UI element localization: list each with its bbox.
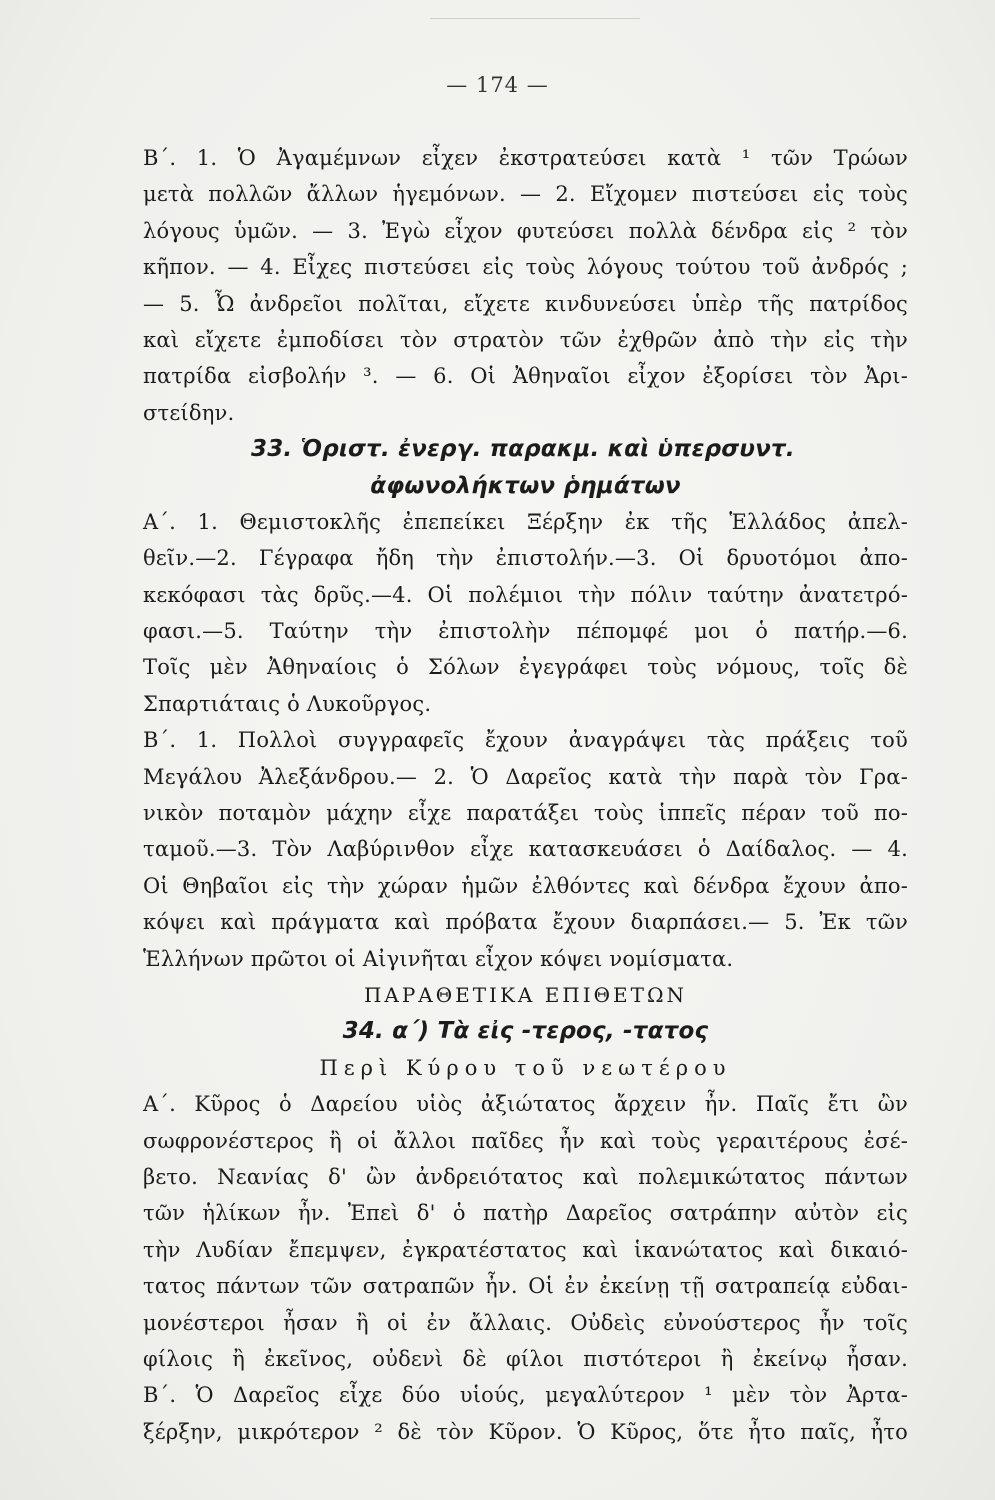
- text-line: Β΄. 1. Ὁ Ἀγαμέμνων εἶχεν ἐκστρατεύσει κατὰ ¹ τῶν Τρώων: [143, 146, 908, 170]
- text-line: Μεγάλου Ἀλεξάνδρου.— 2. Ὁ Δαρεῖος κατὰ τὴν παρὰ τὸν Γρα-: [143, 764, 908, 789]
- text-line: σωφρονέστερος ἢ οἱ ἄλλοι παῖδες ἦν καὶ τοὺς γεραιτέρους ἐσέ-: [143, 1128, 908, 1153]
- text-line: ΠΑΡΑΘΕΤΙΚΑ ΕΠΙΘΕΤΩΝ: [363, 982, 688, 1007]
- top-edge-rule: [430, 18, 640, 19]
- text-line: Τοῖς μὲν Ἀθηναίοις ὁ Σόλων ἐγεγράφει τοὺς νόμους, τοῖς δὲ: [143, 655, 908, 680]
- text-line: Οἱ Θηβαῖοι εἰς τὴν χώραν ἡμῶν ἐλθόντες καὶ δένδρα ἔχουν ἀπο-: [143, 873, 908, 898]
- text-line: μονέστεροι ἦσαν ἢ οἱ ἐν ἄλλαις. Οὐδεὶς εὐνούστερος ἦν τοῖς: [143, 1310, 908, 1335]
- text-line: στείδην.: [143, 400, 235, 425]
- text-line: Β΄. Ὁ Δαρεῖος εἶχε δύο υἱούς, μεγαλύτερον ¹ μὲν τὸν Ἀρτα-: [143, 1383, 908, 1408]
- text-line: νικὸν ποταμὸν μάχην εἶχε παρατάξει τοὺς ἱππεῖς πέραν τοῦ πο-: [143, 801, 908, 826]
- text-line: καὶ εἴχετε ἐμποδίσει τὸν στρατὸν τῶν ἐχθρῶν ἀπὸ τὴν εἰς τὴν: [143, 327, 908, 352]
- text-line: θεῖν.—2. Γέγραφα ἤδη τὴν ἐπιστολήν.—3. Οἱ δρυοτόμοι ἀπο-: [143, 546, 908, 571]
- text-line: φίλοις ἢ ἐκεῖνος, οὐδενὶ δὲ φίλοι πιστότεροι ἢ ἐκείνῳ ἦσαν.: [143, 1346, 908, 1371]
- text-line: — 5. Ὦ ἀνδρεῖοι πολῖται, εἴχετε κινδυνεύσει ὑπὲρ τῆς πατρίδος: [143, 291, 908, 316]
- text-line: Α΄. Κῦρος ὁ Δαρείου υἱὸς ἀξιώτατος ἄρχειν ἦν. Παῖς ἔτι ὢν: [143, 1092, 908, 1117]
- text-line: κῆπον. — 4. Εἶχες πιστεύσει εἰς τοὺς λόγους τούτου τοῦ ἀνδρός ;: [143, 255, 908, 280]
- text-line: πατρίδα εἰσβολήν ³. — 6. Οἱ Ἀθηναῖοι εἶχον ἐξορίσει τὸν Ἀρι-: [143, 364, 908, 389]
- text-line: κεκόφασι τὰς δρῦς.—4. Οἱ πολέμιοι τὴν πόλιν ταύτην ἀνατετρό-: [143, 582, 908, 607]
- text-line: φασι.—5. Ταύτην τὴν ἐπιστολὴν πέπομφέ μοι ὁ πατήρ.—6.: [143, 619, 908, 644]
- section-heading: 33. Ὁριστ. ἐνεργ. παρακμ. καὶ ὑπερσυντ.: [251, 436, 795, 463]
- text-line: μετὰ πολλῶν ἄλλων ἡγεμόνων. — 2. Εἴχομεν πιστεύσει εἰς τοὺς: [143, 182, 908, 207]
- text-line: τῶν ἡλίκων ἦν. Ἐπεὶ δ' ὁ πατὴρ Δαρεῖος σατράπην αὐτὸν εἰς: [143, 1201, 908, 1226]
- text-line: κόψει καὶ πράγματα καὶ πρόβατα ἔχουν διαρπάσει.— 5. Ἐκ τῶν: [143, 910, 908, 935]
- text-line: βετο. Νεανίας δ' ὢν ἀνδρειότατος καὶ πολεμικώτατος πάντων: [143, 1164, 908, 1189]
- section-heading: ἀφωνολήκτων ῥημάτων: [370, 472, 681, 499]
- text-line: Β΄. 1. Πολλοὶ συγγραφεῖς ἔχουν ἀναγράψει τὰς πράξεις τοῦ: [143, 728, 908, 753]
- text-line: Σπαρτιάταις ὁ Λυκοῦργος.: [143, 691, 432, 716]
- text-line: λόγους ὑμῶν. — 3. Ἐγὼ εἶχον φυτεύσει πολλὰ δένδρα εἰς ² τὸν: [143, 218, 908, 243]
- text-line: ταμοῦ.—3. Τὸν Λαβύρινθον εἶχε κατασκευάσει ὁ Δαίδαλος. — 4.: [143, 837, 908, 862]
- text-line: ξέρξην, μικρότερον ² δὲ τὸν Κῦρον. Ὁ Κῦρος, ὅτε ἦτο παῖς, ἦτο: [143, 1419, 908, 1444]
- text-line: τατος πάντων τῶν σατραπῶν ἦν. Οἱ ἐν ἐκείνῃ τῇ σατραπείᾳ εὐδαι-: [143, 1274, 908, 1299]
- page-number: — 174 —: [446, 73, 549, 97]
- body-text: [143, 140, 908, 1450]
- section-heading: 34. α΄) Τὰ εἰς -τερος, -τατος: [342, 1018, 709, 1045]
- text-line: τὴν Λυδίαν ἔπεμψεν, ἐγκρατέστατος καὶ ἱκανώτατος καὶ δικαιό-: [143, 1237, 908, 1262]
- text-line: Ἑλλήνων πρῶτοι οἱ Αἰγινῆται εἶχον κόψει νομίσματα.: [143, 946, 734, 971]
- text-line: Α΄. 1. Θεμιστοκλῆς ἐπεπείκει Ξέρξην ἐκ τῆς Ἑλλάδος ἀπελ-: [143, 509, 908, 534]
- text-line: Περὶ Κύρου τοῦ νεωτέρου: [319, 1055, 732, 1080]
